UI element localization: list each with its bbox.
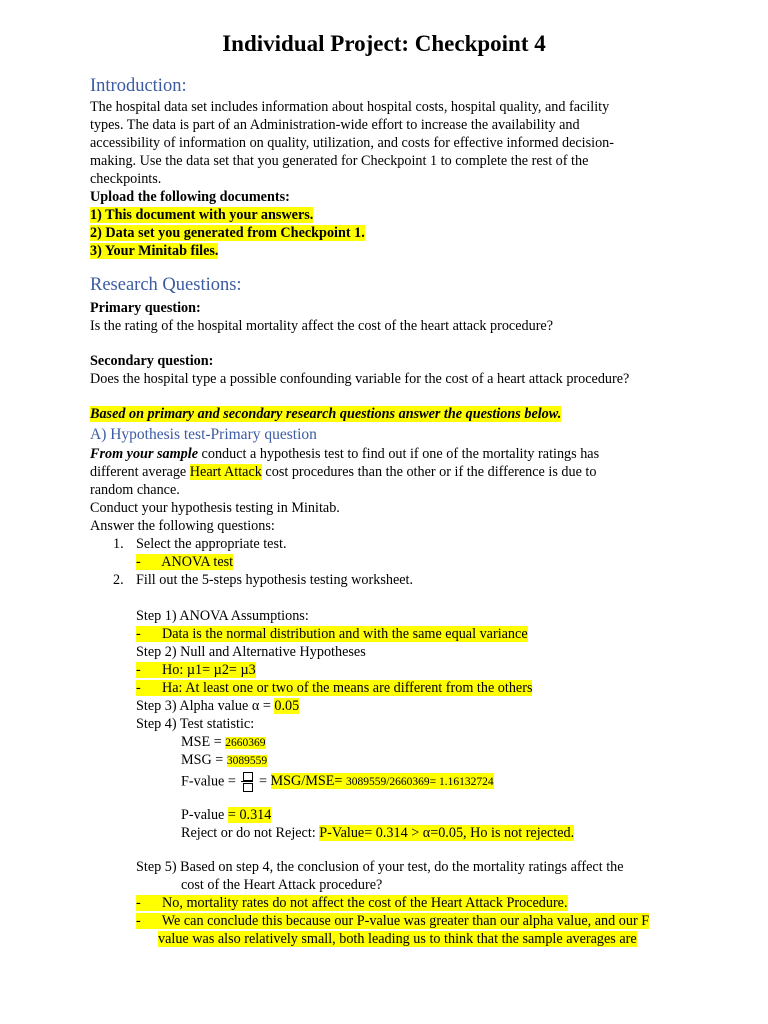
- section-a-line-5: Answer the following questions:: [90, 518, 275, 534]
- secondary-question: Does the hospital type a possible confounding variable for the cost of a heart attack procedure?: [90, 371, 630, 387]
- fraction-placeholder-icon: [241, 772, 253, 792]
- upload-item-3: 3) Your Minitab files.: [90, 243, 219, 259]
- p-value: = 0.314: [227, 807, 272, 823]
- q1-answer: - ANOVA test: [136, 554, 234, 570]
- step-5-line-2: cost of the Heart Attack procedure?: [181, 877, 383, 893]
- step-4: Step 4) Test statistic:: [136, 716, 255, 732]
- q2-text: Fill out the 5-steps hypothesis testing worksheet.: [136, 572, 414, 588]
- reject-line: Reject or do not Reject: P-Value= 0.314 > α=0.05, Ho is not rejected.: [181, 825, 575, 841]
- section-a-heading: A) Hypothesis test-Primary question: [90, 426, 317, 443]
- instruction-text: Based on primary and secondary research questions answer the questions below.: [90, 406, 562, 422]
- step-1: Step 1) ANOVA Assumptions:: [136, 608, 309, 624]
- intro-line-5: checkpoints.: [90, 171, 162, 187]
- intro-line-4: making. Use the data set that you generated for Checkpoint 1 to complete the rest of the: [90, 153, 589, 169]
- q1-number: 1.: [113, 536, 124, 552]
- upload-label: Upload the following documents:: [90, 189, 290, 205]
- intro-heading: Introduction:: [90, 76, 187, 96]
- secondary-label: Secondary question:: [90, 353, 214, 369]
- alpha-value: 0.05: [274, 698, 300, 714]
- p-value-line: P-value = 0.314: [181, 807, 272, 823]
- page-title: Individual Project: Checkpoint 4: [222, 31, 546, 56]
- mse-line: MSE = 2660369: [181, 734, 266, 750]
- section-a-line-3: random chance.: [90, 482, 180, 498]
- msg-line: MSG = 3089559: [181, 752, 268, 768]
- q2-number: 2.: [113, 572, 124, 588]
- section-a-line-2: different average Heart Attack cost procedures than the other or if the difference is due to: [90, 464, 597, 480]
- msg-value: 3089559: [226, 755, 268, 767]
- reject-decision: P-Value= 0.314 > α=0.05, Ho is not rejected.: [319, 825, 575, 841]
- null-hypothesis: - Ho: µ1= µ2= µ3: [136, 662, 256, 678]
- research-heading: Research Questions:: [90, 275, 242, 295]
- mse-value: 2660369: [225, 737, 266, 749]
- primary-label: Primary question:: [90, 300, 201, 316]
- conclusion-1: - No, mortality rates do not affect the cost of the Heart Attack Procedure.: [136, 895, 568, 911]
- intro-line-3: accessibility of information on quality, utilization, and costs for effective informed decision-: [90, 135, 615, 151]
- upload-item-2: 2) Data set you generated from Checkpoint 1.: [90, 225, 365, 241]
- step-3: Step 3) Alpha value α = 0.05: [136, 698, 300, 714]
- f-calculation: 3089559/2660369= 1.16132724: [345, 776, 494, 789]
- q1-text: Select the appropriate test.: [136, 536, 287, 552]
- step-1-answer: - Data is the normal distribution and with the same equal variance: [136, 626, 528, 642]
- upload-item-1: 1) This document with your answers.: [90, 207, 314, 223]
- step-2: Step 2) Null and Alternative Hypotheses: [136, 644, 366, 660]
- primary-question: Is the rating of the hospital mortality affect the cost of the heart attack procedure?: [90, 318, 554, 334]
- step-5-line-1: Step 5) Based on step 4, the conclusion of your test, do the mortality ratings affect the: [136, 859, 624, 875]
- section-a-line-1: From your sample conduct a hypothesis test to find out if one of the mortality ratings has: [90, 446, 600, 462]
- conclusion-3: value was also relatively small, both leading us to think that the sample averages are: [158, 931, 637, 947]
- alt-hypothesis: - Ha: At least one or two of the means are different from the others: [136, 680, 533, 696]
- conclusion-2: - We can conclude this because our P-value was greater than our alpha value, and our F: [136, 913, 650, 929]
- f-value-line: F-value = = MSG/MSE= 3089559/2660369= 1.16132724: [181, 772, 494, 792]
- intro-line-2: types. The data is part of an Administration-wide effort to increase the availability and: [90, 117, 580, 133]
- section-a-line-4: Conduct your hypothesis testing in Minitab.: [90, 500, 340, 516]
- intro-line-1: The hospital data set includes information about hospital costs, hospital quality, and facility: [90, 99, 610, 115]
